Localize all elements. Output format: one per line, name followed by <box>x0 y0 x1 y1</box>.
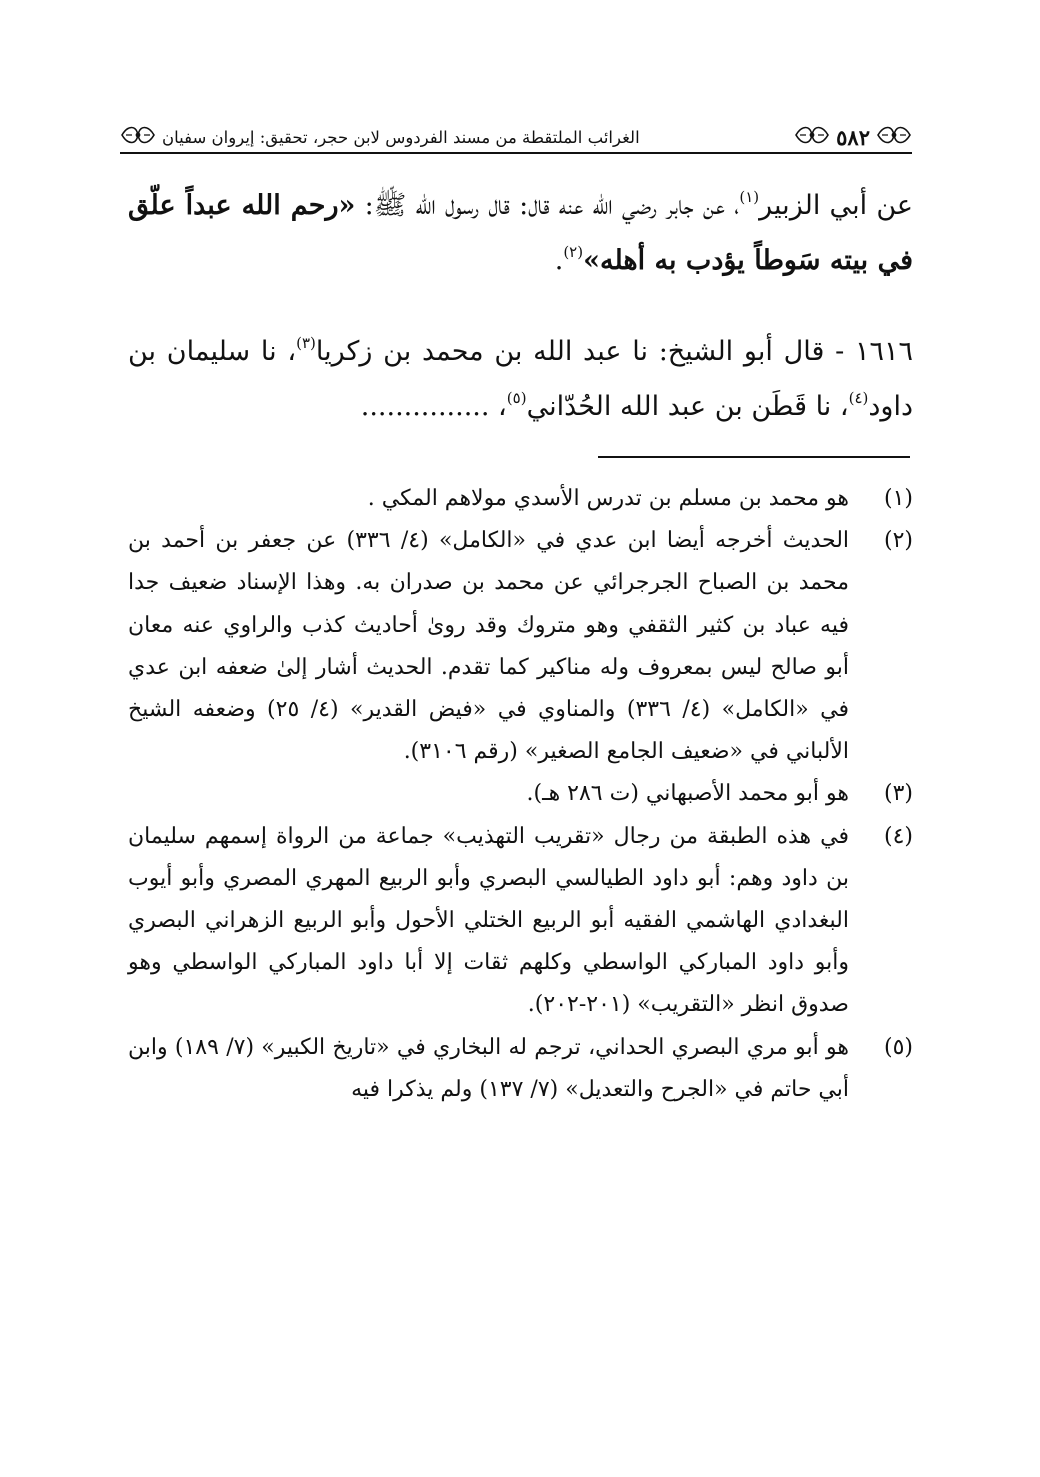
footnote-number: (١) <box>883 486 913 511</box>
floral-ornament-icon <box>876 122 912 152</box>
footnote-text: هو أبو محمد الأصبهاني (ت ٢٨٦ هـ). <box>526 781 849 807</box>
narration-chain: عن أبي الزبير <box>759 190 913 221</box>
footnote-text: الحديث أخرجه أيضا ابن عدي في «الكامل» (٤/ ٣٣٦) عن جعفر بن أحمد بن محمد بن الصباح الجرجرائي عن محمد بن صدران به. وهذا الإسناد ضعيف جدا فيه عباد بن كثير الثقفي وهو متروك وقد روىٰ أحاديث كذب والراوي عنه معان أبو صالح ليس بمعروف وله مناكير كما تقدم. الحديث أشار إلىٰ ضعفه ابن عدي في «الكامل» (٤/ ٣٣٦) والمناوي في «فيض القدير» (٤/ ٢٥) وضعفه الشيخ الألباني في «ضعيف الجامع الصغير» (رقم ٣١٠٦). <box>128 528 850 765</box>
narration-chain: ١٦١٦ - قال أبو الشيخ: نا عبد الله بن محمد بن زكريا <box>315 336 913 367</box>
footnote-ref[interactable]: (٣) <box>296 334 316 352</box>
header-page-number-group <box>794 122 912 152</box>
footnote-ref[interactable]: (٤) <box>848 389 869 407</box>
narration-chain: ، نا قَطَن بن عبد الله الحُدّاني <box>526 391 849 422</box>
footnote-text: هو أبو مري البصري الحداني، ترجم له البخاري في «تاريخ الكبير» (٧/ ١٨٩) وابن أبي حاتم في «الجرح والتعديل» (٧/ ١٣٧) ولم يذكرا فيه <box>128 1034 849 1102</box>
hadith-text-continuation <box>128 178 913 288</box>
running-header <box>120 118 912 156</box>
continuation-dots: ، ............... <box>360 391 507 422</box>
footnote-divider <box>598 456 910 458</box>
footnote-ref[interactable]: (٢) <box>563 243 584 261</box>
narration-chain: ، نا سليمان بن داود <box>128 336 913 422</box>
footnote-item <box>128 773 913 815</box>
page-number: ٥٨٢ <box>836 124 870 150</box>
footnote-number: (٣) <box>883 781 913 807</box>
footnote-text: في هذه الطبقة من رجال «تقريب التهذيب» جماعة من الرواة إسمهم سليمان بن داود وهم: أبو داود الطيالسي البصري وأبو الربيع المهري المصري وأبو أيوب البغدادي الهاشمي الفقيه أبو الربيع الختلي الأحول وأبو الربيع الزهراني البصري وأبو داود المباركي الواسطي وكلهم ثقات إلا أبا داود المباركي الواسطي وهو صدوق انظر «التقريب» (٢٠١-٢٠٢). <box>128 823 849 1018</box>
footnote-item <box>128 816 913 1027</box>
footnote-number: (٤) <box>883 823 913 849</box>
footnotes <box>128 478 913 1111</box>
hadith-1616 <box>128 324 913 434</box>
footnote-ref[interactable]: (٥) <box>506 389 527 407</box>
footnote-number: (٢) <box>883 528 913 554</box>
footnote-item <box>128 478 913 520</box>
footnote-text: هو محمد بن مسلم بن تدرس الأسدي مولاهم المكي . <box>367 486 849 511</box>
floral-ornament-icon <box>794 122 830 152</box>
footnote-item <box>128 520 913 773</box>
book-title: الغرائب الملتقطة من مسند الفردوس لابن حجر، تحقيق: إيروان سفيان <box>162 127 640 147</box>
narration-chain: ، عن جابر رضي الله عنه قال: قال رسول الله ﷺ: <box>364 190 740 221</box>
hadith-quote: «رحم الله عبداً علّق في بيته سَوطاً يؤدب به أهله» <box>128 190 913 276</box>
footnote-ref[interactable]: (١) <box>739 188 760 206</box>
floral-ornament-icon <box>120 122 156 152</box>
header-divider <box>120 152 912 154</box>
footnote-item <box>128 1027 913 1111</box>
header-title-group <box>120 122 640 152</box>
punctuation: . <box>554 245 564 276</box>
footnote-number: (٥) <box>883 1034 913 1060</box>
